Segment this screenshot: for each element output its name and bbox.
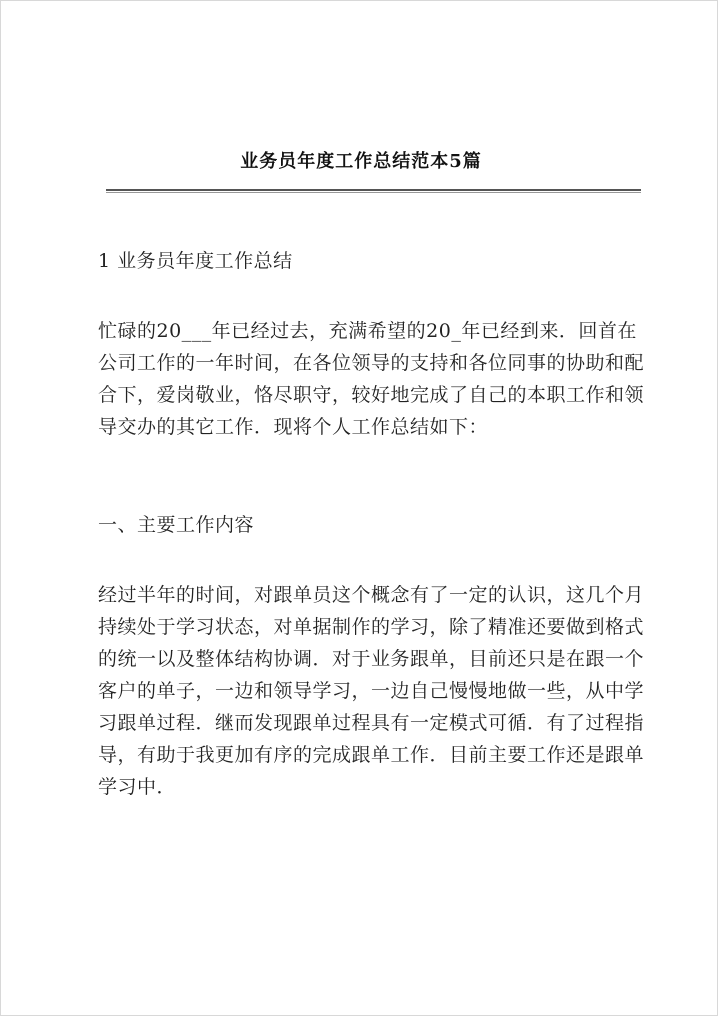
- paragraph-line: 导，有助于我更加有序的完成跟单工作．目前主要工作还是跟单: [98, 744, 645, 766]
- paragraph-1: [98, 315, 646, 443]
- heading-text: 1 业务员年度工作总结: [98, 250, 293, 272]
- heading-text: 一、主要工作内容: [98, 514, 255, 536]
- paragraph-line: 公司工作的一年时间，在各位领导的支持和各位同事的协助和配: [98, 352, 645, 374]
- paragraph-line: 导交办的其它工作．现将个人工作总结如下：: [98, 416, 489, 438]
- title-divider: [106, 189, 641, 193]
- section-heading-2: [98, 509, 646, 541]
- paragraph-line: 合下，爱岗敬业，恪尽职守，较好地完成了自己的本职工作和领: [98, 384, 645, 406]
- section-heading-1: [98, 245, 646, 277]
- paragraph-line: 持续处于学习状态，对单据制作的学习，除了精准还要做到格式: [98, 616, 645, 638]
- paragraph-line: 客户的单子，一边和领导学习，一边自己慢慢地做一些，从中学: [98, 680, 645, 702]
- paragraph-line: 的统一以及整体结构协调．对于业务跟单，目前还只是在跟一个: [98, 648, 645, 670]
- paragraph-line: 忙碌的20___年已经过去，充满希望的20_年已经到来．回首在: [98, 320, 637, 342]
- paragraph-2: [98, 579, 646, 803]
- paragraph-line: 经过半年的时间，对跟单员这个概念有了一定的认识，这几个月: [98, 584, 645, 606]
- document-title: 业务员年度工作总结范本5篇: [240, 151, 482, 172]
- paragraph-line: 习跟单过程．继而发现跟单过程具有一定模式可循．有了过程指: [98, 712, 645, 734]
- paragraph-line: 学习中．: [98, 776, 177, 798]
